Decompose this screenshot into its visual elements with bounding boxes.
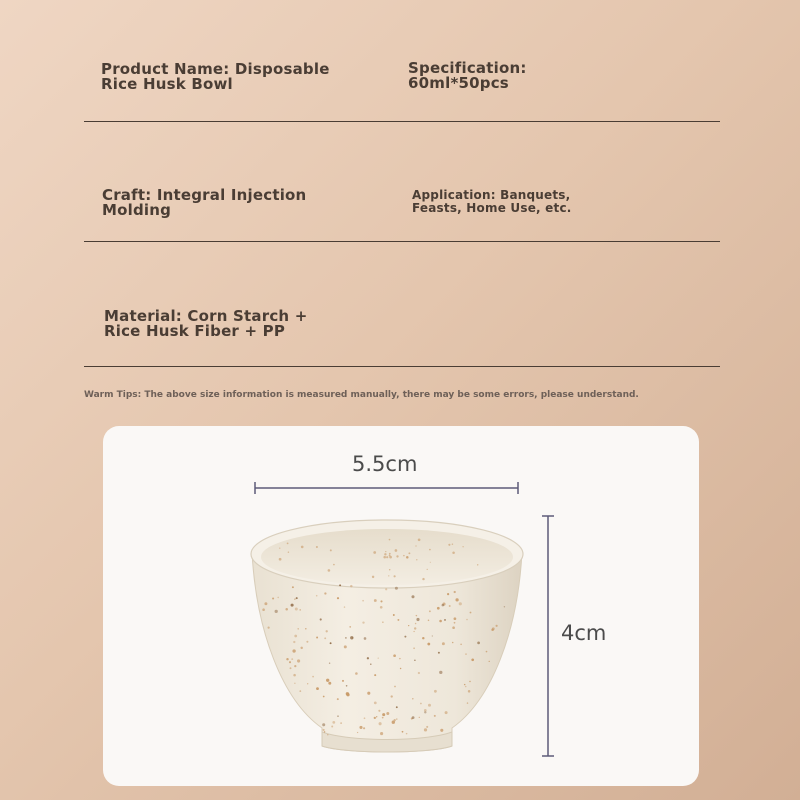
warm-tips-text: Warm Tips: The above size information is measured manually, there may be some errors, please understand. [84,390,639,400]
height-label: 4cm [561,621,607,645]
product-name-text: Product Name: Disposable Rice Husk Bowl [101,60,330,93]
material-text: Material: Corn Starch + Rice Husk Fiber + PP [104,307,308,340]
width-label: 5.5cm [352,452,418,476]
width-dimension-line [255,482,518,494]
specification-text: Specification: 60ml*50pcs [408,59,527,92]
application-text: Application: Banquets, Feasts, Home Use, etc. [412,188,572,215]
height-dimension-line [542,516,554,756]
craft-text: Craft: Integral Injection Molding [102,186,307,219]
